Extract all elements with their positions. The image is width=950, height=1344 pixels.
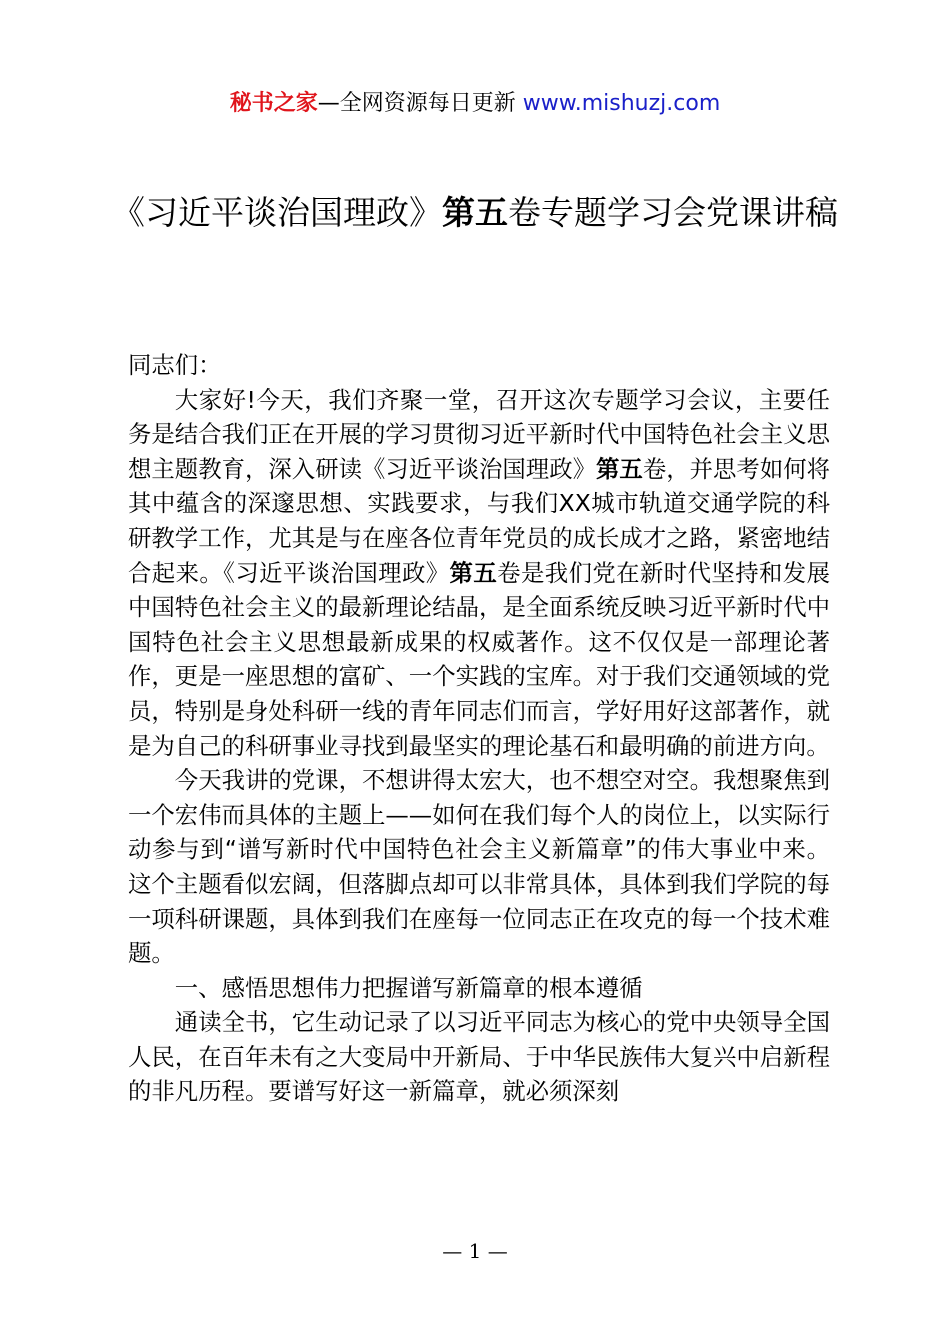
paragraph-1: [128, 383, 830, 764]
salutation: 同志们：: [128, 351, 222, 379]
header-url-link[interactable]: www.mishuzj.com: [522, 91, 721, 116]
title-part-bold: 第五: [442, 193, 508, 232]
page-number: — 1 —: [442, 1239, 508, 1263]
paragraph-3: 通读全书，它生动记录了以习近平同志为核心的党中央领导全国人民，在百年未有之大变局中开新局、于中华民族伟大复兴中启新程的非凡历程。要谱写好这一新篇章，就必须深刻: [128, 1008, 830, 1106]
header-tagline: —全网资源每日更新: [317, 91, 516, 116]
paragraph-1-bold-b: 第五: [449, 558, 498, 587]
brand-name: 秘书之家: [229, 91, 318, 116]
paragraph-2: 今天我讲的党课，不想讲得太宏大，也不想空对空。我想聚焦到一个宏伟而具体的主题上——如何在我们每个人的岗位上，以实际行动参与到“谱写新时代中国特色社会主义新篇章”的伟大事业中来。这个主题看似宏阔，但落脚点却可以非常具体，具体到我们学院的每一项科研课题，具体到我们在座每一位同志正在攻克的每一个技术难题。: [128, 766, 830, 968]
paragraph-1-text-a: 大家好!今天，我们齐聚一堂，召开这次专题学习会议，主要任务是结合我们正在开展的学习贯彻习近平新时代中国特色社会主义思想主题教育，深入研读《习近平谈治国理政》: [128, 385, 830, 483]
paragraph-1-text-c: 卷，并思考如何将其中蕴含的深邃思想、实践要求，与我们XX城市轨道交通学院的科研教学工作，尤其是与在座各位青年党员的成长成才之路，紧密地结合起来。《习近平谈治国理政》: [128, 454, 831, 587]
site-header: [0, 86, 950, 122]
section-heading-1: 一、感悟思想伟力把握谱写新篇章的根本遵循: [174, 973, 643, 1002]
paragraph-1-bold-a: 第五: [596, 454, 643, 483]
document-title: [110, 178, 840, 248]
title-part-3: 卷专题学习会党课讲稿: [508, 193, 838, 232]
title-part-1: 《习近平谈治国理政》: [112, 193, 442, 232]
paragraph-1-text-e: 卷是我们党在新时代坚持和发展中国特色社会主义的最新理论结晶，是全面系统反映习近平新时代中国特色社会主义思想最新成果的权威著作。这不仅仅是一部理论著作，更是一座思想的富矿、一个实践的宝库。对于我们交通领域的党员，特别是身处科研一线的青年同志们而言，学好用好这部著作，就是为自己的科研事业寻找到最坚实的理论基石和最明确的前进方向。: [128, 558, 830, 760]
document-body: [128, 348, 830, 1109]
